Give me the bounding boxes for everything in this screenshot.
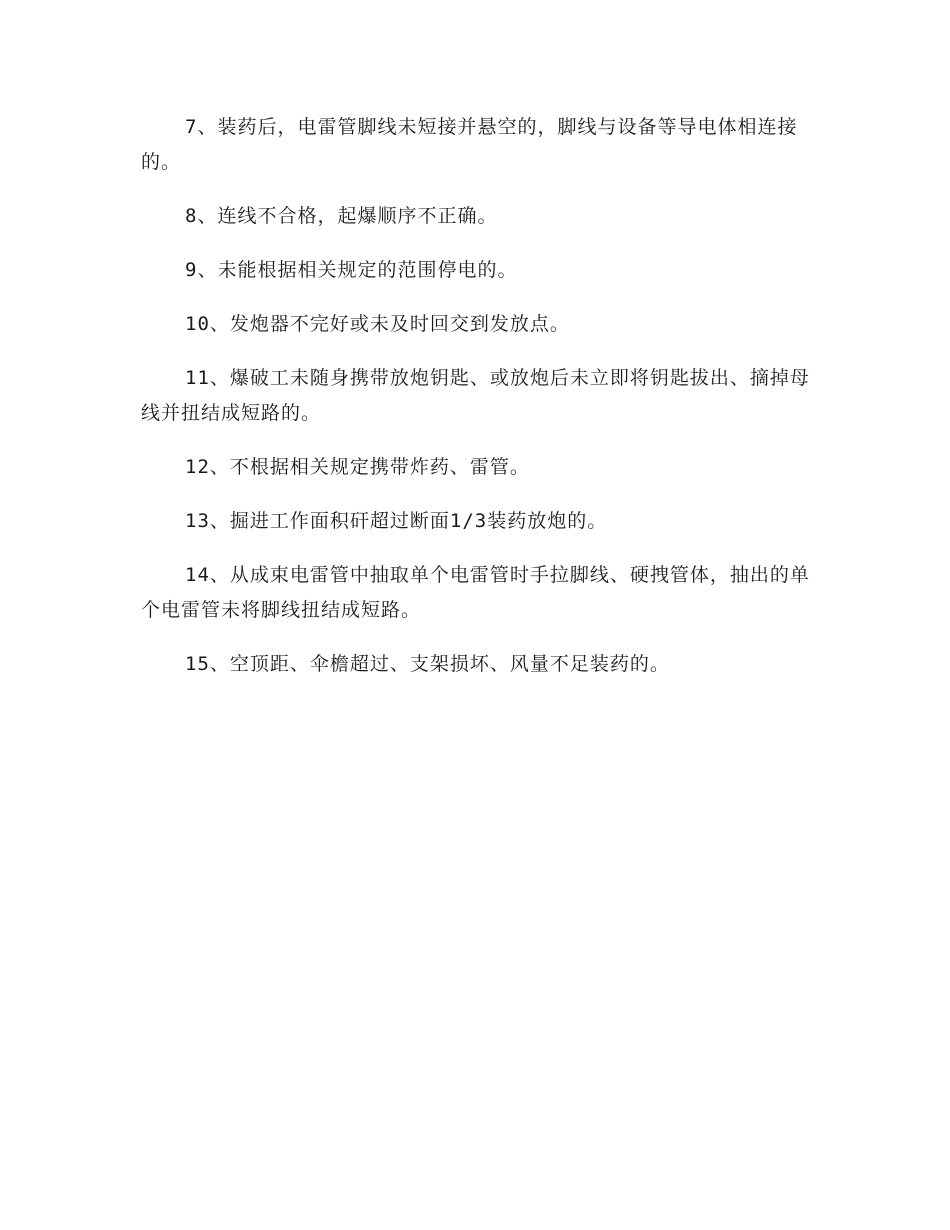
paragraph-item-11: 11、爆破工未随身携带放炮钥匙、或放炮后未立即将钥匙拔出、摘掉母线并扭结成短路的。 [141,367,810,424]
paragraph-item-9: 9、未能根据相关规定的范围停电的。 [185,259,518,281]
paragraph-item-12: 12、不根据相关规定携带炸药、雷管。 [185,456,530,478]
document-body [141,110,811,701]
paragraph-item-8: 8、连线不合格，起爆顺序不正确。 [185,205,498,227]
paragraph-item-13: 13、掘进工作面积矸超过断面1/3装药放炮的。 [185,510,608,532]
paragraph-item-7: 7、装药后，电雷管脚线未短接并悬空的，脚线与设备等导电体相连接的。 [141,116,798,173]
paragraph-item-14: 14、从成束电雷管中抽取单个电雷管时手拉脚线、硬拽管体，抽出的单个电雷管未将脚线扭结成短路。 [141,564,810,621]
paragraph-item-10: 10、发炮器不完好或未及时回交到发放点。 [185,313,570,335]
paragraph-item-15: 15、空顶距、伞檐超过、支架损坏、风量不足装药的。 [185,653,670,675]
